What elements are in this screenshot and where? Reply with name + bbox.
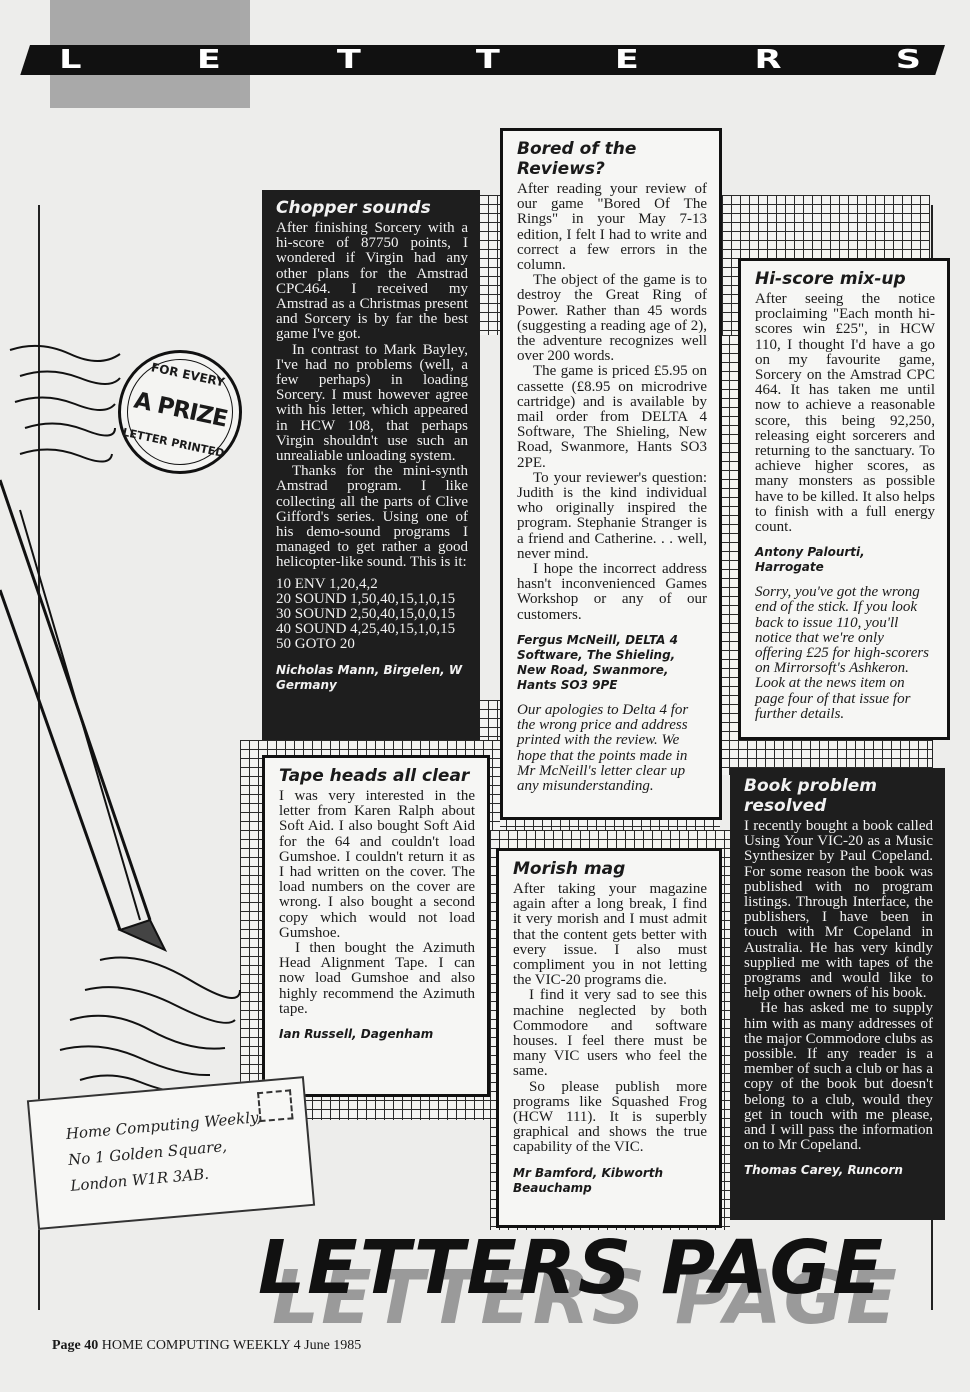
letter-body bbox=[276, 221, 468, 653]
code-line: 50 GOTO 20 bbox=[276, 636, 355, 653]
letter-signature: Nicholas Mann, Birgelen, W Germany bbox=[276, 662, 463, 692]
letter-paragraph: Thanks for the mini-synth Amstrad program. I like collecting all the parts of Clive Gifford's series. Using one of his demo-sound programs I managed to get rather a good helicopter-like sound. This is it: bbox=[276, 463, 468, 571]
letter-paragraph: After taking your magazine again after a long break, I find it very morish and I must admit that the content gets better with every issue. I also must compliment you in not letting the VIC-20 programs die. bbox=[513, 881, 707, 989]
address-lines bbox=[65, 1104, 267, 1199]
letter-body bbox=[744, 819, 933, 1153]
editor-note: Sorry, you've got the wrong end of the stick. If you look back to issue 110, you'll notice that we're only offering £25 for high-scorers on Mirrorsoft's Ashkeron. Look at the news item on page four of that issue for further details. bbox=[755, 584, 930, 722]
letter-signature: Mr Bamford, Kibworth Beauchamp bbox=[513, 1165, 664, 1195]
letter-title: Chopper sounds bbox=[276, 198, 431, 218]
letter-paragraph: So please publish more programs like Squashed Frog (HCW 111). It is superbly graphical and shows the true capability of the VIC. bbox=[513, 1078, 707, 1156]
letter-morish-mag bbox=[496, 848, 722, 1228]
letter-title: Bored of the Reviews? bbox=[517, 139, 637, 179]
letter-signature: Thomas Carey, Runcorn bbox=[744, 1163, 903, 1178]
page-footer bbox=[52, 1338, 361, 1354]
stamp-main-text: A PRIZE bbox=[131, 387, 230, 433]
address-line: No 1 Golden Square, bbox=[67, 1137, 228, 1169]
address-line: Home Computing Weekly, bbox=[65, 1108, 262, 1144]
letter-signature: Fergus McNeill, DELTA 4 Software, The Shieling, New Road, Swanmore, Hants SO3 9PE bbox=[517, 632, 678, 692]
banner-letter: T bbox=[336, 45, 361, 75]
letter-hi-score-mix-up bbox=[738, 258, 950, 740]
letter-paragraph: I was very interested in the letter from Karen Ralph about Soft Aid. I also bought Soft Aid for the 64 and couldn't load Gumshoe. I couldn't return it as I had written on the cover. The load numbers on the cover are wrong. I also bought a second copy which would not load Gumshoe. bbox=[279, 788, 475, 941]
letter-paragraph: I then bought the Azimuth Head Alignment Tape. I can now load Gumshoe and also highly recommend the Azimuth tape. bbox=[279, 940, 475, 1017]
letter-book-problem-resolved bbox=[730, 768, 945, 1220]
banner-letter: R bbox=[754, 45, 782, 75]
code-line: 20 SOUND 1,50,40,15,1,0,15 bbox=[276, 590, 456, 607]
stamp-top-text: FOR EVERY bbox=[149, 360, 226, 390]
letter-body bbox=[755, 292, 935, 535]
letters-banner bbox=[40, 45, 940, 75]
letter-chopper-sounds bbox=[262, 190, 480, 740]
letter-title: Hi-score mix-up bbox=[755, 269, 906, 289]
publication-line: HOME COMPUTING WEEKLY 4 June 1985 bbox=[101, 1338, 362, 1353]
page-title: LETTERS PAGE bbox=[258, 1225, 885, 1311]
letter-body bbox=[279, 789, 475, 1017]
postage-stamp-outline bbox=[257, 1089, 293, 1122]
letter-paragraph: After seeing the notice proclaiming "Each month hi-scores win £25", in HCW 110, I thought I'd have a go on my favourite game, Sorcery on the Amstrad CPC 464. It has taken me until now to achieve a reasonable score, this being 92,250, releasing eight sorcerers and returning to the sanctuary. To achieve higher scores, as many monsters as possible have to be killed. It also helps to finish with a full energy count. bbox=[755, 291, 935, 536]
letter-paragraph: He has asked me to supply him with as many addresses of the major Commodore clubs as possible. If any reader is a member of such a club or has a copy of the book but doesn't belong to a club, would they get in touch with me please, and I will pass the information on to Mr Copeland. bbox=[744, 1000, 933, 1154]
code-line: 40 SOUND 4,25,40,15,1,0,15 bbox=[276, 621, 456, 638]
letter-paragraph: I hope the incorrect address hasn't inconvenienced Games Workshop or any of our customers. bbox=[517, 561, 707, 623]
letter-title: Book problem resolved bbox=[744, 776, 878, 816]
address-line: London W1R 3AB. bbox=[69, 1164, 210, 1195]
letter-tape-heads-all-clear bbox=[262, 755, 490, 1097]
letter-signature: Antony Palourti, Harrogate bbox=[755, 545, 865, 575]
page-number: Page 40 bbox=[52, 1338, 99, 1353]
letter-title: Morish mag bbox=[513, 859, 626, 879]
letter-paragraph: I find it very sad to see this machine neglected by both Commodore and software houses. I feel there must be many VIC users who feel the same. bbox=[513, 987, 707, 1080]
letter-paragraph: The game is priced £5.95 on cassette (£8.95 on microdrive cartridge) and is available by mail order from DELTA 4 Software, The Shieling, New Road, Swanmore, Hants SO3 2PE. bbox=[517, 363, 707, 471]
banner-letter: L bbox=[59, 45, 82, 75]
editor-note: Our apologies to Delta 4 for the wrong price and address printed with the review. We hope that the points made in Mr McNeill's letter clear up any misunderstanding. bbox=[517, 701, 689, 794]
letter-body bbox=[513, 882, 707, 1156]
letter-paragraph: To your reviewer's question: Judith is the kind individual who originally inspired the program. Stephanie Stranger is a friend and Catherine. . . well, never mind. bbox=[517, 469, 707, 562]
letter-signature: Ian Russell, Dagenham bbox=[279, 1027, 434, 1042]
letter-bored-of-the-reviews bbox=[500, 128, 722, 820]
stamp-bottom-text: LETTER PRINTED bbox=[121, 425, 226, 460]
letter-paragraph: In contrast to Mark Bayley, I've had no problems (well, a few perhaps) in loading Sorcery. I must however agree with his letter, which appeared in HCW 108, that perhaps Virgin shouldn't use such an unrealiable unloading system. bbox=[276, 341, 468, 465]
code-line: 10 ENV 1,20,4,2 bbox=[276, 575, 378, 592]
letter-title: Tape heads all clear bbox=[279, 766, 470, 786]
address-card bbox=[27, 1076, 315, 1230]
banner-letter: S bbox=[895, 45, 922, 75]
letter-paragraph: I recently bought a book called Using Your VIC-20 as a Music Synthesizer by Paul Copeland. For some reason the book was published with no program listings. Through Interface, the publishers, I have been in touch with Mr Copeland in Australia. He has very kindly supplied me with tapes of the programs and would like to help other owners of his book. bbox=[744, 818, 933, 1002]
letter-paragraph: After reading your review of our game "Bored Of The Rings" in your May 7-13 edition, I felt I had to write and correct a few errors in the column. bbox=[517, 181, 707, 274]
banner-letter: E bbox=[197, 45, 222, 75]
letter-paragraph: The object of the game is to destroy the Great Ring of Power. Rather than 45 words (suggesting a reading age of 2), the adventure recognizes well over 200 words. bbox=[517, 272, 707, 365]
letter-paragraph: After finishing Sorcery with a hi-score of 87750 points, I wondered if Virgin had any other plans for the Amstrad CPC464. I received my Amstrad as a Christmas present and Sorcery is by far the best game I've got. bbox=[276, 220, 468, 343]
banner-letter: E bbox=[615, 45, 640, 75]
code-line: 30 SOUND 2,50,40,15,0,0,15 bbox=[276, 606, 456, 623]
letter-body bbox=[517, 182, 707, 623]
banner-letter: T bbox=[475, 45, 500, 75]
